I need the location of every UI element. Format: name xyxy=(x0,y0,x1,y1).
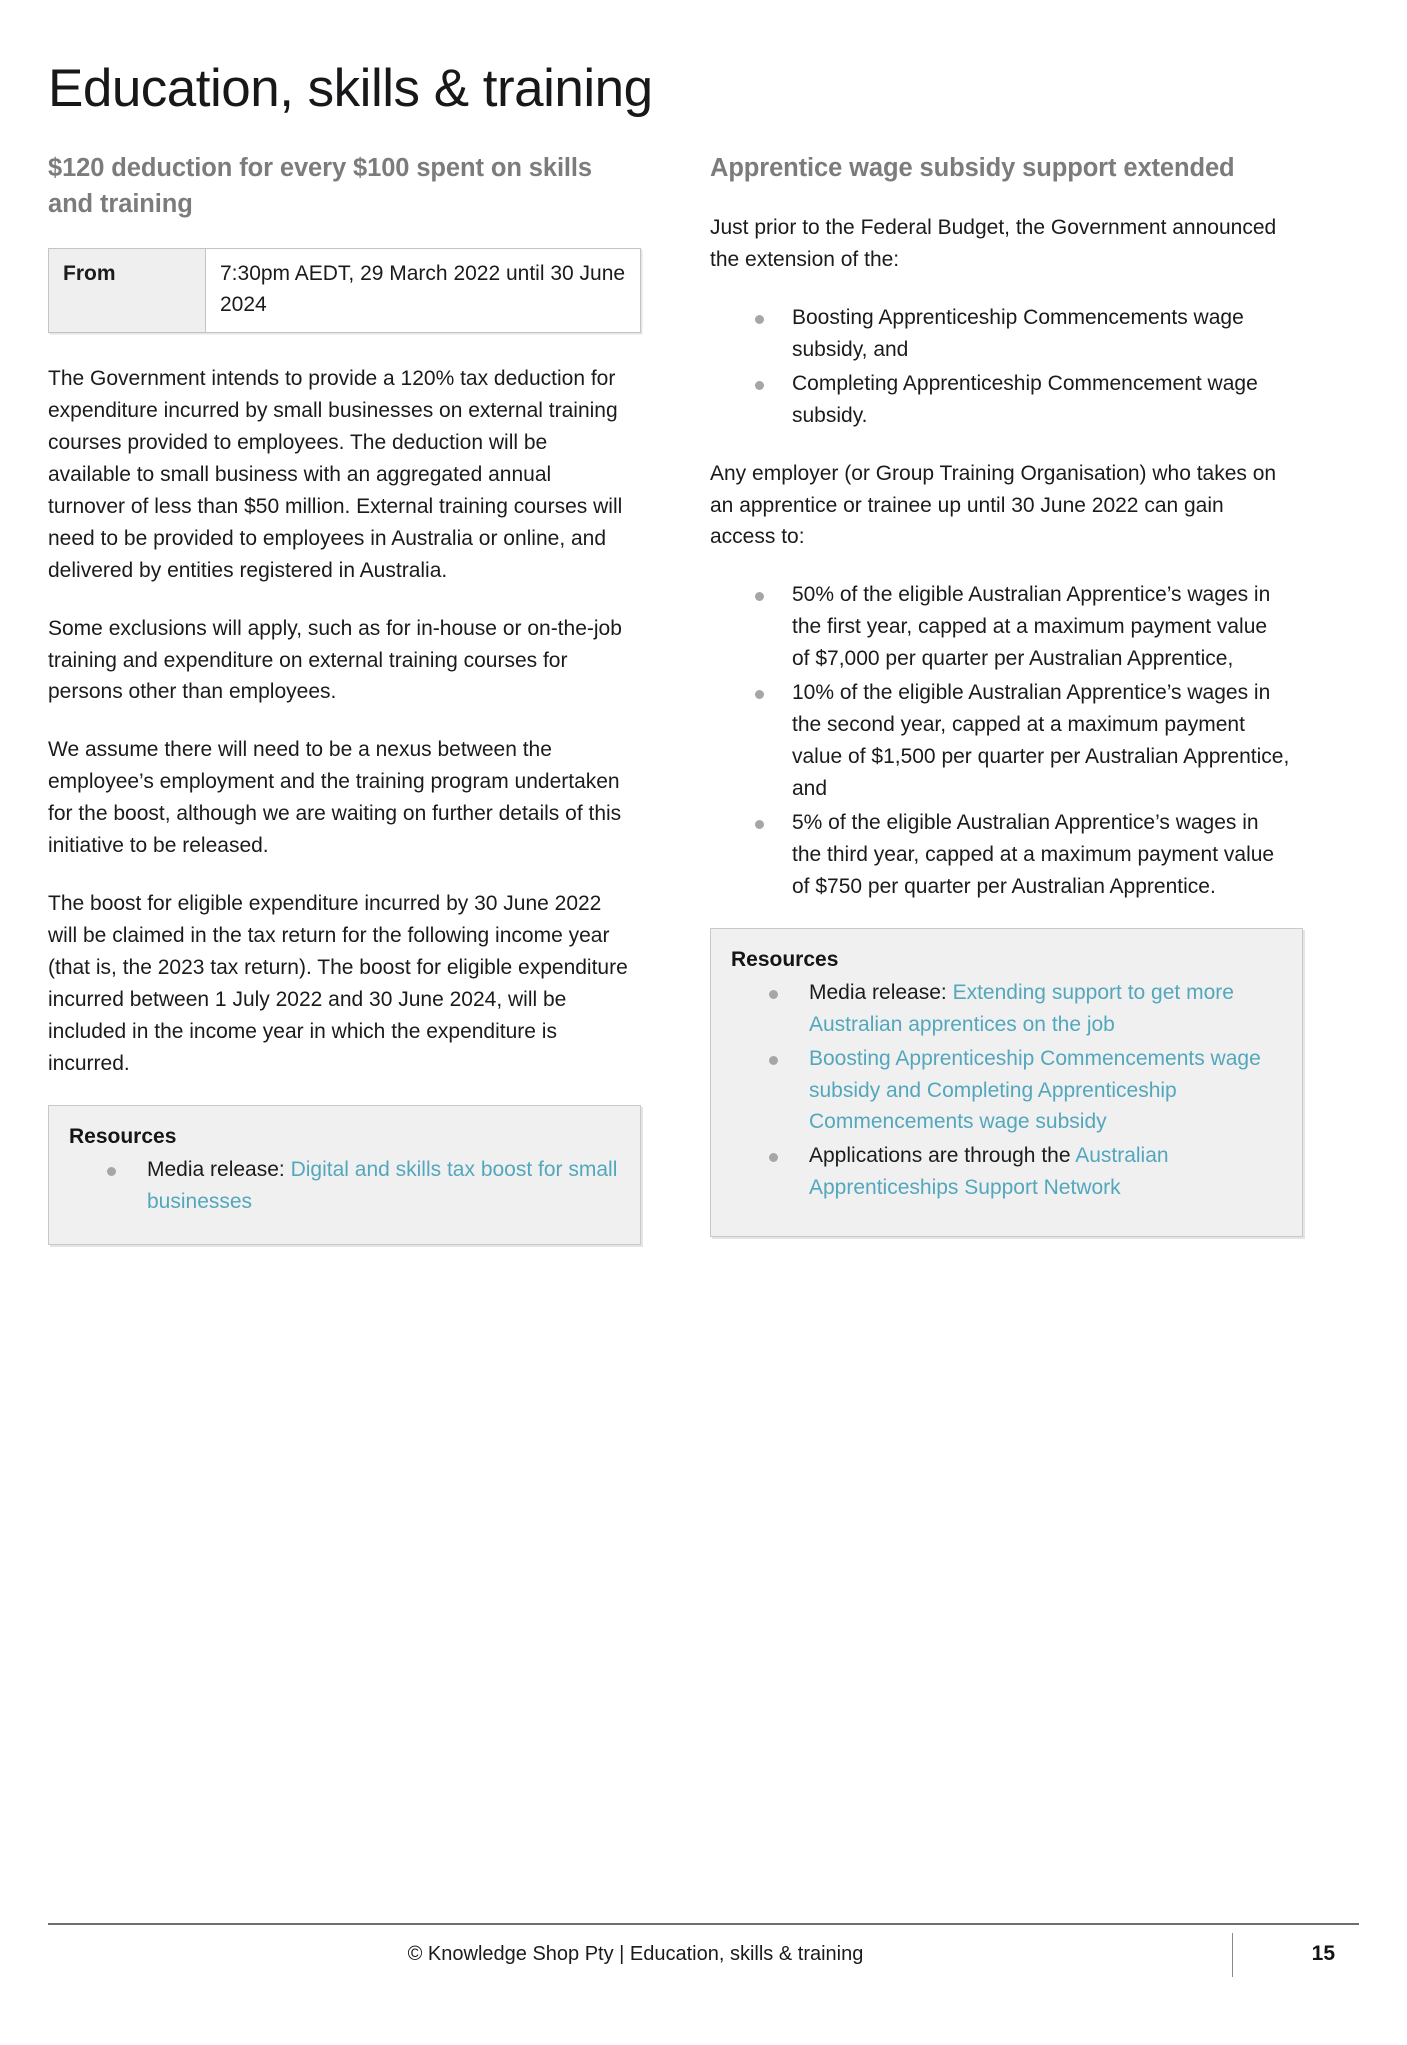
left-paragraph-3: We assume there will need to be a nexus between the employee’s employment and the training program undertaken for the boost, although we are waiting on further details of this initiative to be released. xyxy=(48,738,622,858)
resource-link[interactable]: Australian Apprenticeships Support Network xyxy=(809,1144,1169,1200)
resource-prefix: Applications are through the xyxy=(809,1144,1076,1168)
resource-prefix: Media release: xyxy=(809,980,953,1004)
footer-copyright: © Knowledge Shop Pty | Education, skills & training xyxy=(407,1942,864,1965)
footer-content xyxy=(48,1925,1359,1983)
list-item xyxy=(792,368,1290,432)
list-item xyxy=(809,1043,1282,1139)
bullet-dot-icon xyxy=(769,1056,778,1065)
resource-link[interactable]: Boosting Apprenticeship Commencements wage subsidy and Completing Apprenticeship Commencements wage subsidy xyxy=(809,1046,1261,1134)
left-column xyxy=(48,150,628,1245)
list-item xyxy=(147,1154,620,1218)
bullet-dot-icon xyxy=(755,381,764,390)
bullet-dot-icon xyxy=(755,592,764,601)
bullet-dot-icon xyxy=(107,1167,116,1176)
footer-vertical-divider xyxy=(1232,1933,1233,1977)
from-date-table xyxy=(48,248,641,333)
bullet-dot-icon xyxy=(769,1153,778,1162)
list-item xyxy=(809,1140,1282,1204)
left-resources-list xyxy=(69,1154,620,1218)
right-column xyxy=(710,150,1290,1245)
left-column-heading: $120 deduction for every $100 spent on skills and training xyxy=(48,154,592,219)
list-item xyxy=(792,302,1290,366)
access-list xyxy=(710,579,1290,902)
left-paragraph-4: The boost for eligible expenditure incurred by 30 June 2022 will be claimed in the tax return for the following income year (that is, the 2023 tax return). The boost for eligible expenditure incurred between 1 July 2022 and 30 June 2024, will be included in the income year in which the expenditure is incurred. xyxy=(48,891,628,1075)
resources-title: Resources xyxy=(69,1125,177,1149)
resources-title: Resources xyxy=(731,948,839,972)
right-column-heading: Apprentice wage subsidy support extended xyxy=(710,154,1235,182)
list-item xyxy=(792,677,1290,805)
from-value-cell: 7:30pm AEDT, 29 March 2022 until 30 June 2024 xyxy=(206,249,641,333)
resource-prefix: Media release: xyxy=(147,1157,291,1181)
page-footer xyxy=(48,1923,1359,1997)
two-column-layout xyxy=(48,150,1358,1245)
resource-link[interactable]: Extending support to get more Australian apprentices on the job xyxy=(809,980,1234,1036)
employer-paragraph: Any employer (or Group Training Organisation) who takes on an apprentice or trainee up until 30 June 2022 can gain access to: xyxy=(710,461,1277,549)
right-resources-box xyxy=(710,928,1303,1237)
resource-link[interactable]: Digital and skills tax boost for small businesses xyxy=(147,1157,618,1213)
bullet-dot-icon xyxy=(755,690,764,699)
left-paragraph-1: The Government intends to provide a 120% tax deduction for expenditure incurred by small businesses on external training courses provided to employees. The deduction will be available to small business with an aggregated annual turnover of less than $50 million. External training courses will need to be provided to employees in Australia or online, and delivered by entities registered in Australia. xyxy=(48,367,623,582)
list-item-text: 10% of the eligible Australian Apprentice’s wages in the second year, capped at a maximum payment value of $1,500 per quarter per Australian Apprentice, and xyxy=(792,681,1290,800)
list-item-text: Boosting Apprenticeship Commencements wage subsidy, and xyxy=(792,306,1244,361)
page-title: Education, skills & training xyxy=(48,58,653,118)
left-paragraph-2: Some exclusions will apply, such as for in-house or on-the-job training and expenditure on external training courses for persons other than employees. xyxy=(48,616,622,704)
extension-list xyxy=(710,302,1290,432)
footer-page-number: 15 xyxy=(1311,1942,1335,1965)
right-resources-list xyxy=(731,977,1282,1204)
list-item-text: 50% of the eligible Australian Apprentice’s wages in the first year, capped at a maximum payment value of $7,000 per quarter per Australian Apprentice, xyxy=(792,583,1271,671)
list-item xyxy=(792,579,1290,675)
table-row xyxy=(49,249,641,333)
right-intro-paragraph: Just prior to the Federal Budget, the Government announced the extension of the: xyxy=(710,216,1277,272)
list-item-text: Completing Apprenticeship Commencement wage subsidy. xyxy=(792,371,1258,427)
list-item xyxy=(792,807,1290,903)
bullet-dot-icon xyxy=(769,990,778,999)
bullet-dot-icon xyxy=(755,820,764,829)
from-label-cell: From xyxy=(49,249,206,333)
left-resources-box xyxy=(48,1105,641,1244)
list-item-text: 5% of the eligible Australian Apprentice’s wages in the third year, capped at a maximum payment value of $750 per quarter per Australian Apprentice. xyxy=(792,810,1275,898)
bullet-dot-icon xyxy=(755,315,764,324)
list-item xyxy=(809,977,1282,1041)
